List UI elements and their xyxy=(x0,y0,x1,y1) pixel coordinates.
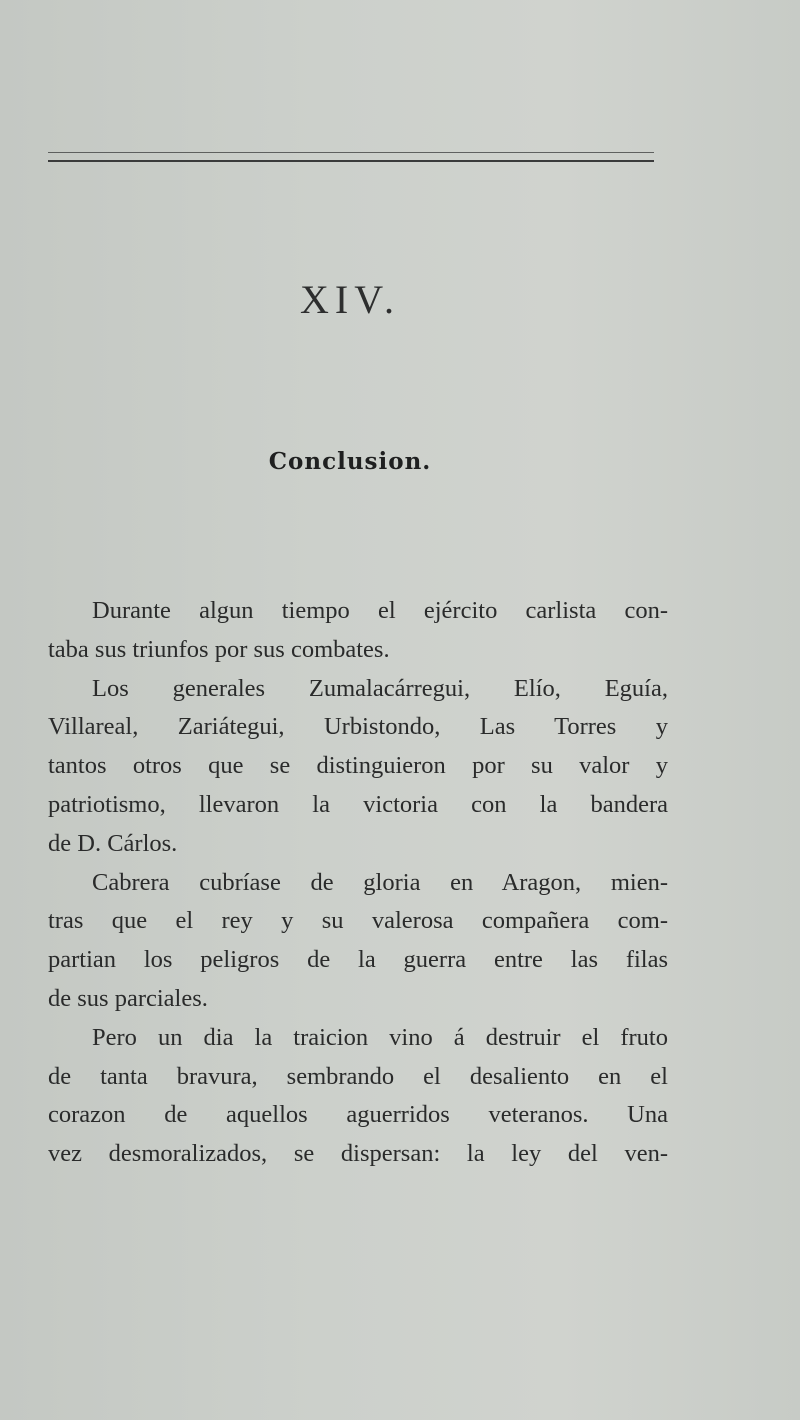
text-line: Cabrera cubríase de gloria en Aragon, mien- xyxy=(92,868,668,896)
text-line: Pero un dia la traicion vino á destruir el fruto xyxy=(92,1023,668,1051)
text-line: Durante algun tiempo el ejército carlista con- xyxy=(92,597,668,624)
text-line: patriotismo, llevaron la victoria con la bandera xyxy=(48,790,668,818)
text-line: tras que el rey y su valerosa compañera com- xyxy=(48,907,668,935)
text-line: Los generales Zumalacárregui, Elío, Eguía, xyxy=(92,674,668,702)
chapter-title: Conclusion. xyxy=(268,448,432,475)
text-line: corazon de aquellos aguerridos veteranos. Una xyxy=(48,1101,668,1129)
text-line: tantos otros que se distinguieron por su valor y xyxy=(48,752,668,780)
text-line: Villareal, Zariátegui, Urbistondo, Las Torres y xyxy=(48,713,668,741)
body-text xyxy=(48,592,668,1174)
header-rule-thick xyxy=(48,160,654,162)
text-line: vez desmoralizados, se dispersan: la ley del ven- xyxy=(48,1140,668,1168)
chapter-number: XIV. xyxy=(300,277,400,322)
text-line: taba sus triunfos por sus combates. xyxy=(48,635,390,663)
text-line: de D. Cárlos. xyxy=(48,829,178,857)
header-rule-thin xyxy=(48,152,654,153)
text-line: partian los peligros de la guerra entre las filas xyxy=(48,946,668,974)
text-line: de tanta bravura, sembrando el desaliento en el xyxy=(48,1062,668,1090)
text-line: de sus parciales. xyxy=(48,984,208,1012)
